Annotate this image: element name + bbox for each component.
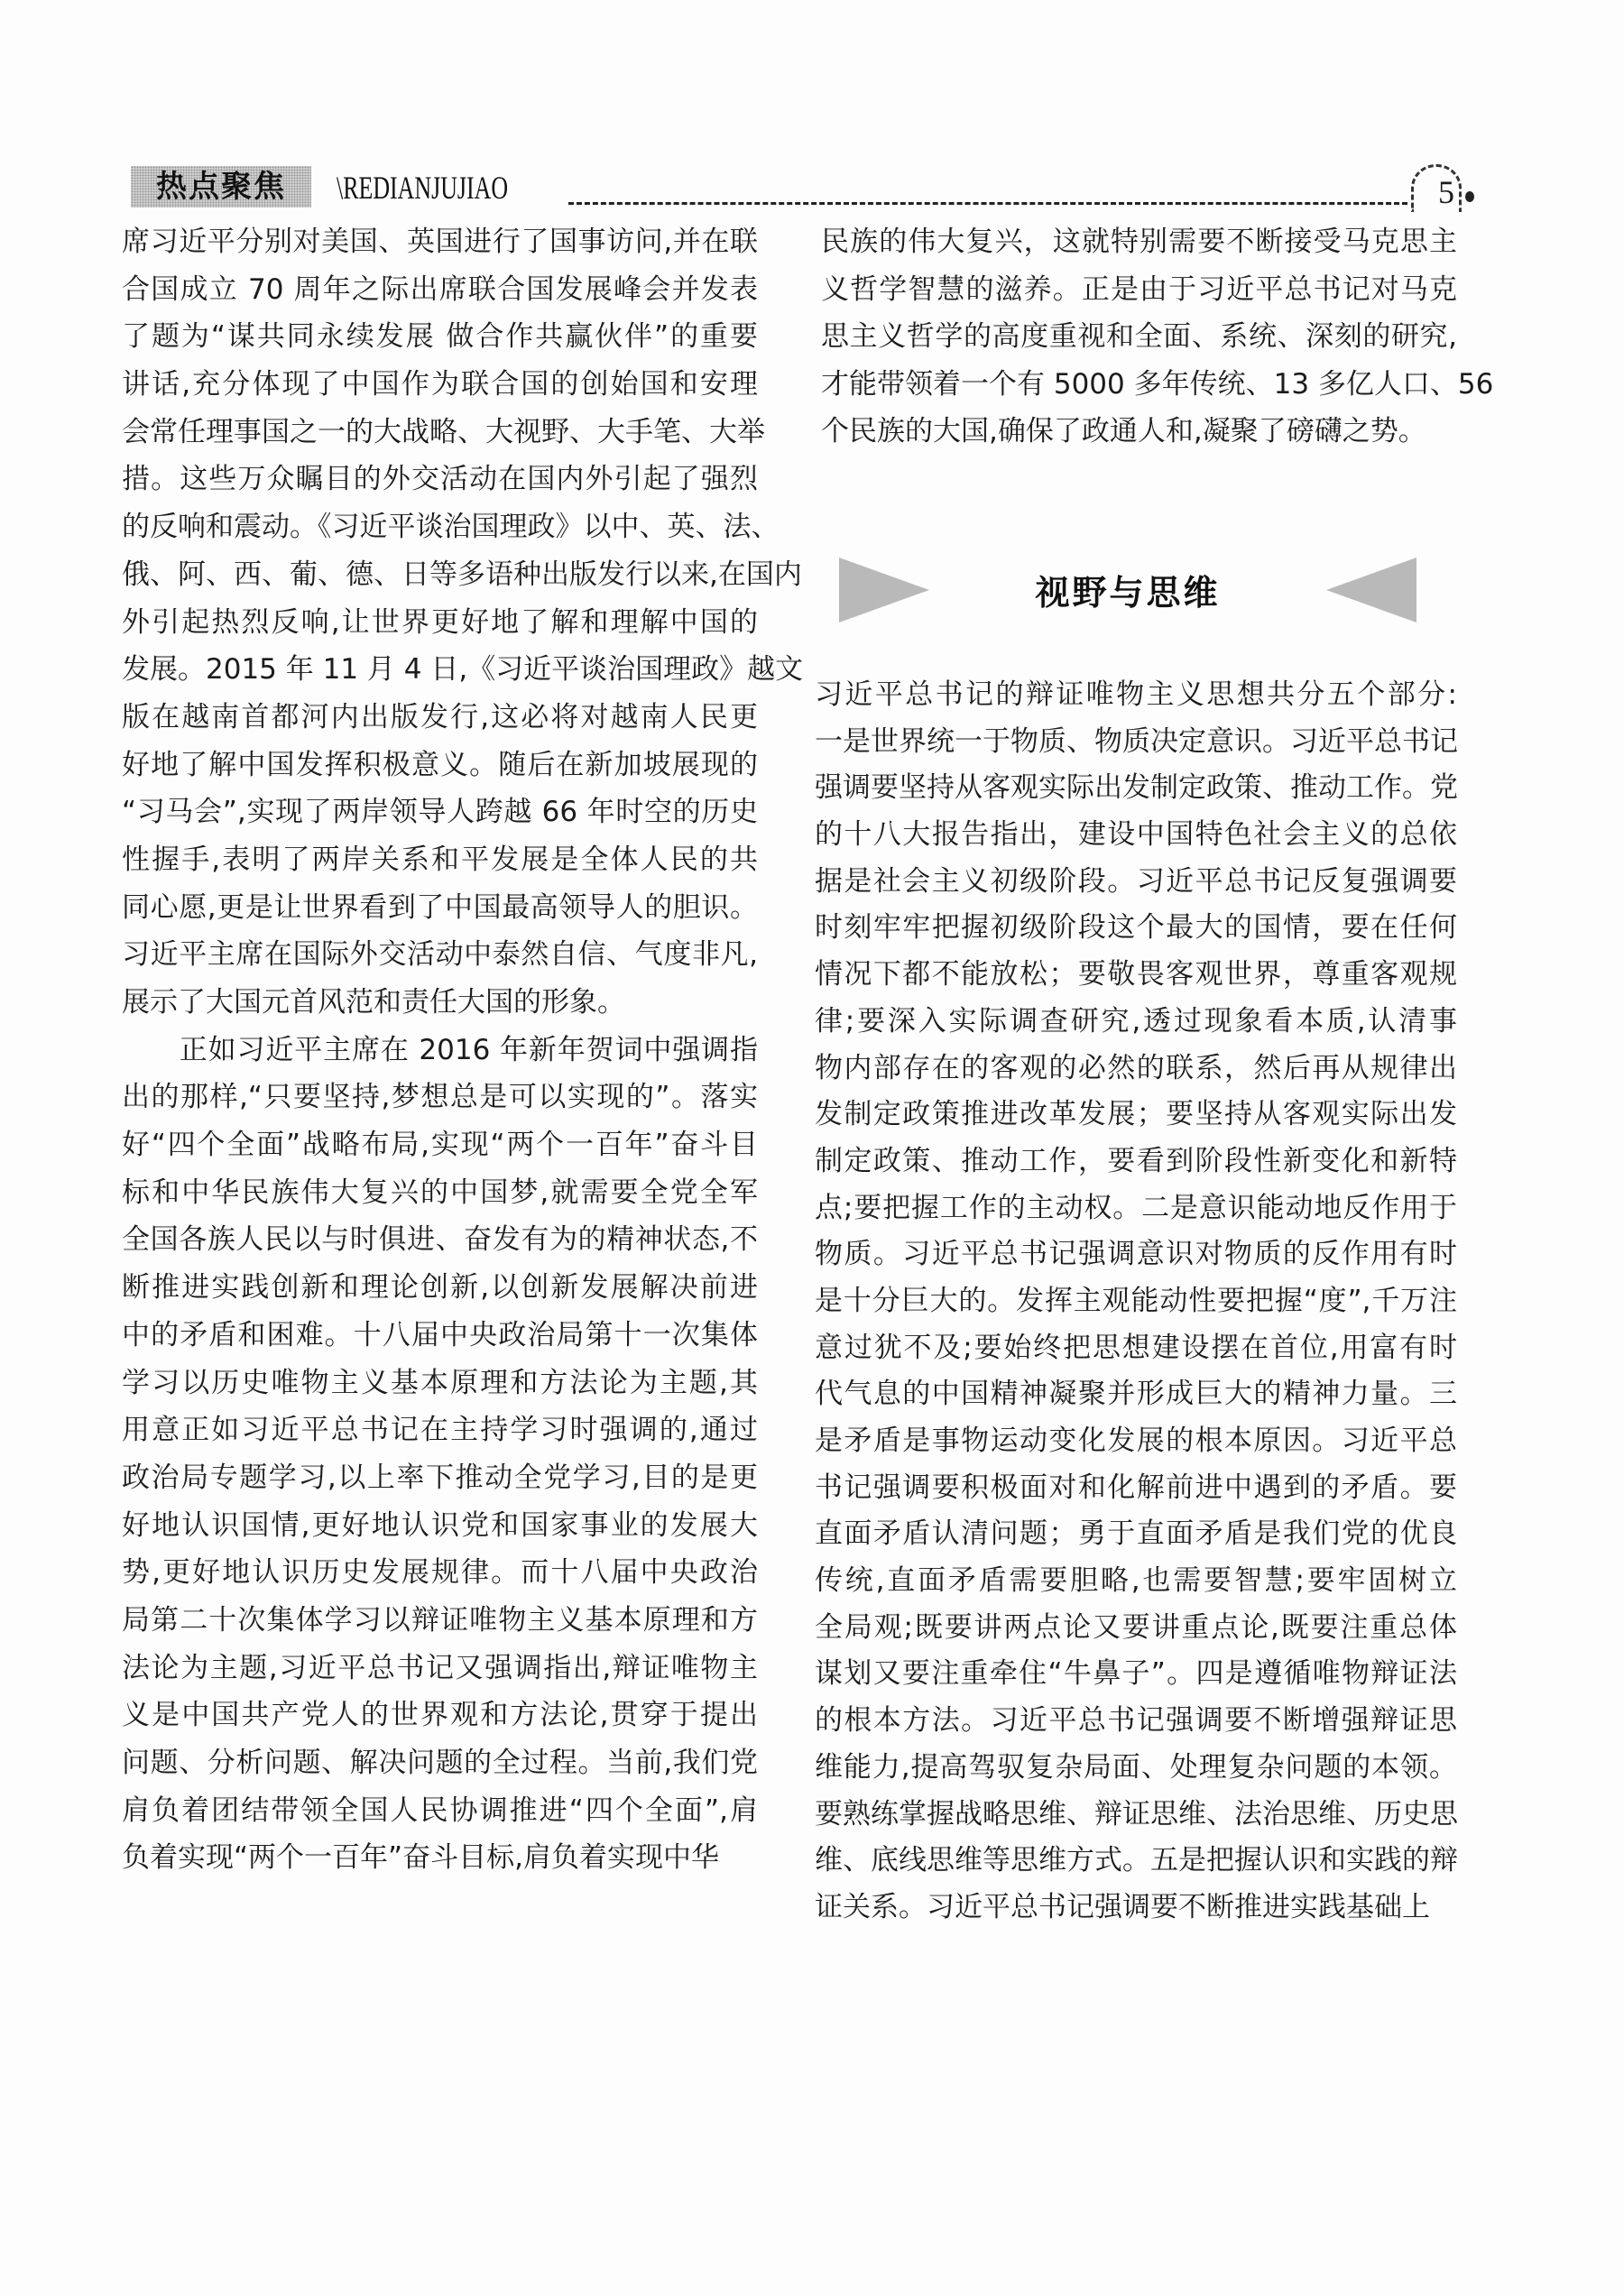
- text-line: 局第二十次集体学习以辩证唯物主义基本原理和方: [122, 1603, 758, 1637]
- text-line: 物质。习近平总书记强调意识对物质的反作用有时: [815, 1238, 1457, 1271]
- text-line: 传统,直面矛盾需要胆略,也需要智慧;要牢固树立: [815, 1564, 1457, 1598]
- text-line: “习马会”,实现了两岸领导人跨越 66 年时空的历史: [122, 796, 758, 829]
- section-tag: 热点聚焦: [131, 166, 311, 207]
- text-line: 代气息的中国精神凝聚并形成巨大的精神力量。三: [815, 1378, 1457, 1411]
- text-line: 物内部存在的客观的必然的联系，然后再从规律出: [815, 1051, 1457, 1084]
- text-line: 外引起热烈反响,让世界更好地了解和理解中国的: [122, 605, 758, 639]
- text-line: 措。这些万众瞩目的外交活动在国内外引起了强烈: [122, 463, 758, 496]
- text-line: 一是世界统一于物质、物质决定意识。习近平总书记: [815, 724, 1458, 758]
- text-line: 肩负着团结带领全国人民协调推进“四个全面”,肩: [122, 1793, 758, 1827]
- text-line: 法论为主题,习近平总书记又强调指出,辩证唯物主: [122, 1651, 758, 1684]
- text-line: 证关系。习近平总书记强调要不断推进实践基础上: [815, 1890, 1430, 1923]
- text-line: 了题为“谋共同永续发展 做合作共赢伙伴”的重要: [122, 320, 758, 354]
- text-line: 律;要深入实际调查研究,透过现象看本质,认清事: [815, 1004, 1457, 1037]
- bullet-dot-icon: [1465, 191, 1474, 202]
- text-line: 势,更好地认识历史发展规律。而十八届中央政治: [122, 1556, 758, 1590]
- text-line: 据是社会主义初级阶段。习近平总书记反复强调要: [815, 864, 1457, 898]
- text-line: 维能力,提高驾驭复杂局面、处理复杂问题的本领。: [815, 1750, 1457, 1784]
- text-line: 问题、分析问题、解决问题的全过程。当前,我们党: [122, 1747, 758, 1779]
- text-line: 政治局专题学习,以上率下推动全党学习,目的是更: [122, 1461, 758, 1494]
- text-line: 思主义哲学的高度重视和全面、系统、深刻的研究,: [821, 320, 1457, 353]
- section-latin: \REDIANJUJIAO: [337, 170, 509, 206]
- text-line: 直面矛盾认清问题；勇于直面矛盾是我们党的优良: [815, 1517, 1457, 1551]
- text-line: 强调要坚持从客观实际出发制定政策、推动工作。党: [815, 771, 1458, 805]
- left-column: [122, 218, 804, 1882]
- text-line: 标和中华民族伟大复兴的中国梦,就需要全党全军: [122, 1176, 758, 1209]
- text-line: 时刻牢牢把握初级阶段这个最大的国情，要在任何: [815, 911, 1457, 945]
- text-line: 出的那样,“只要坚持,梦想总是可以实现的”。落实: [122, 1081, 758, 1114]
- page-number: 5: [1438, 174, 1454, 210]
- text-line: 才能带领着一个有 5000 多年传统、13 多亿人口、56: [821, 367, 1494, 401]
- text-line: 负着实现“两个一百年”奋斗目标,肩负着实现中华: [122, 1841, 719, 1875]
- text-line: 的十八大报告指出，建设中国特色社会主义的总依: [815, 818, 1457, 852]
- text-line: 版在越南首都河内出版发行,这必将对越南人民更: [122, 700, 758, 733]
- text-line: 维、底线思维等思维方式。五是把握认识和实践的辩: [815, 1844, 1458, 1877]
- text-line: 全局观;既要讲两点论又要讲重点论,既要注重总体: [815, 1610, 1457, 1644]
- text-line: 好地了解中国发挥积极意义。随后在新加坡展现的: [122, 748, 758, 781]
- text-line: 发制定政策推进改革发展；要坚持从客观实际出发: [815, 1098, 1457, 1131]
- text-line: 俄、阿、西、葡、德、日等多语种出版发行以来,在国内: [122, 558, 802, 591]
- text-line: 同心愿,更是让世界看到了中国最高领导人的胆识。: [122, 890, 758, 924]
- text-line: 合国成立 70 周年之际出席联合国发展峰会并发表: [122, 272, 758, 306]
- text-line: 好地认识国情,更好地认识党和国家事业的发展大: [122, 1508, 758, 1542]
- text-line: 发展。2015 年 11 月 4 日,《习近平谈治国理政》越文: [122, 653, 804, 687]
- text-line: 学习以历史唯物主义基本原理和方法论为主题,其: [122, 1366, 758, 1399]
- text-line: 义哲学智慧的滋养。正是由于习近平总书记对马克: [821, 272, 1457, 306]
- text-line: 好“四个全面”战略布局,实现“两个一百年”奋斗目: [122, 1129, 758, 1162]
- right-triangle-ornament: [1326, 558, 1416, 622]
- text-line: 制定政策、推动工作，要看到阶段性新变化和新特: [815, 1144, 1457, 1177]
- text-line: 意过犹不及;要始终把思想建设摆在首位,用富有时: [815, 1331, 1457, 1364]
- text-line: 的反响和震动。《习近平谈治国理政》以中、英、法、: [122, 511, 780, 544]
- section-heading: 视野与思维: [1035, 573, 1221, 613]
- text-line: 习近平主席在国际外交活动中泰然自信、气度非凡,: [122, 938, 758, 972]
- right-column-intro: [821, 218, 1494, 456]
- text-line: 义是中国共产党人的世界观和方法论,贯穿于提出: [122, 1699, 758, 1732]
- dotted-rule: [568, 202, 1407, 205]
- text-line: 是十分巨大的。发挥主观能动性要把握“度”,千万注: [815, 1284, 1457, 1317]
- text-line: 讲话,充分体现了中国作为联合国的创始国和安理: [122, 368, 758, 401]
- text-line: 是矛盾是事物运动变化发展的根本原因。习近平总: [815, 1425, 1457, 1457]
- text-line: 谋划又要注重牵住“牛鼻子”。四是遵循唯物辩证法: [815, 1657, 1457, 1691]
- text-line: 个民族的大国,确保了政通人和,凝聚了磅礴之势。: [821, 415, 1426, 447]
- text-line: 席习近平分别对美国、英国进行了国事访问,并在联: [122, 226, 758, 258]
- text-line: 断推进实践创新和理论创新,以创新发展解决前进: [122, 1271, 758, 1305]
- text-line: 全国各族人民以与时俱进、奋发有为的精神状态,不: [122, 1223, 758, 1257]
- text-line: 会常任理事国之一的大战略、大视野、大手笔、大举: [122, 415, 765, 448]
- text-line: 书记强调要积极面对和化解前进中遇到的矛盾。要: [815, 1471, 1457, 1504]
- text-line: 中的矛盾和困难。十八届中央政治局第十一次集体: [122, 1318, 758, 1351]
- text-line: 情况下都不能放松；要敬畏客观世界，尊重客观规: [815, 958, 1457, 991]
- section-heading-block: [839, 552, 1416, 633]
- text-line: 民族的伟大复兴，这就特别需要不断接受马克思主: [821, 226, 1457, 258]
- text-line: 性握手,表明了两岸关系和平发展是全体人民的共: [122, 843, 758, 876]
- text-line: 习近平总书记的辩证唯物主义思想共分五个部分:: [815, 678, 1457, 711]
- text-line: 用意正如习近平总书记在主持学习时强调的,通过: [122, 1414, 758, 1447]
- text-line: 正如习近平主席在 2016 年新年贺词中强调指: [122, 1033, 758, 1066]
- text-line: 展示了大国元首风范和责任大国的形象。: [122, 986, 625, 1019]
- text-line: 要熟练掌握战略思维、辩证思维、法治思维、历史思: [815, 1797, 1458, 1830]
- text-line: 点;要把握工作的主动权。二是意识能动地反作用于: [815, 1191, 1457, 1224]
- text-line: 的根本方法。习近平总书记强调要不断增强辩证思: [815, 1704, 1457, 1738]
- right-column-body: [815, 672, 1457, 1932]
